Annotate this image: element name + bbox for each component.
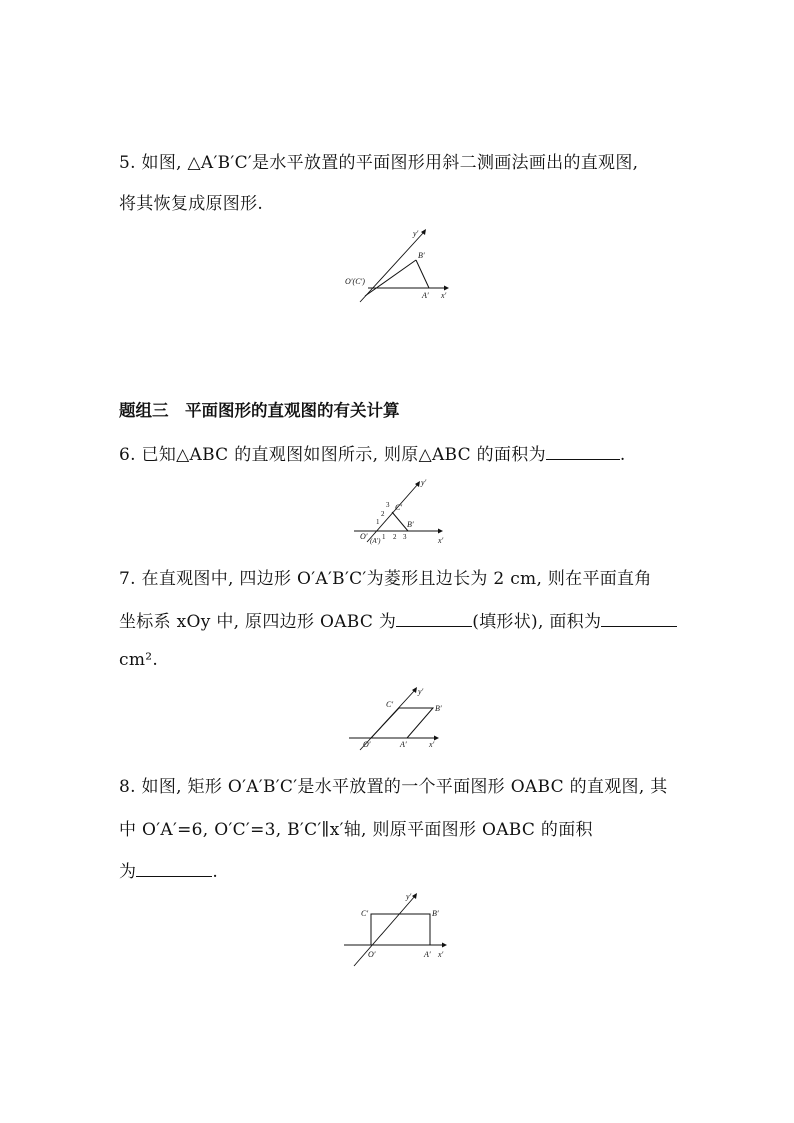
q7-x-arrow [434, 736, 439, 741]
q6-ytick-2: 2 [381, 510, 385, 518]
q7-text-line2 [119, 607, 677, 632]
q8-end: . [212, 862, 219, 882]
q8-label-x: x′ [438, 950, 444, 959]
q5-figure [340, 222, 460, 304]
q7-label-c: C′ [386, 700, 394, 709]
q8-label-b: B′ [432, 909, 439, 918]
q6-label-y: y′ [421, 478, 427, 487]
q6-xtick-3: 3 [403, 533, 407, 541]
q6-label-o: O′ [360, 532, 368, 541]
q6-label-c: C′ [395, 503, 403, 512]
q5-edge-ba [416, 260, 429, 288]
q5-label-a: A′ [422, 291, 429, 300]
q5-x-arrow [444, 286, 449, 291]
q7-shape-blank[interactable] [396, 612, 472, 627]
q8-label-o: O′ [368, 950, 376, 959]
q8-rectangle [371, 914, 430, 945]
q6-ytick-3: 3 [386, 501, 390, 509]
q8-label-y: y′ [406, 892, 412, 901]
q8-figure [340, 886, 456, 970]
q6-answer-blank[interactable] [546, 445, 620, 460]
q8-x-arrow [442, 943, 447, 948]
q7-question-b: (填形状), 面积为 [472, 612, 602, 632]
q8-answer-blank[interactable] [136, 862, 212, 877]
q6-xtick-2: 2 [393, 533, 397, 541]
q6-x-arrow [438, 529, 443, 534]
q5-text-line2: 将其恢复成原图形. [119, 194, 264, 214]
q8-question: 为 [119, 862, 137, 882]
q8-label-c: C′ [361, 909, 369, 918]
q5-edge-ob [365, 260, 416, 296]
q7-label-o: O′ [363, 740, 371, 749]
q6-label-x: x′ [438, 536, 444, 545]
q5-y-axis [360, 232, 424, 302]
q5-label-b: B′ [418, 251, 425, 260]
q5-text-line1: 5. 如图, △A′B′C′是水平放置的平面图形用斜二测画法画出的直观图, [119, 153, 639, 173]
q8-text-line3 [119, 857, 218, 882]
q8-text-line2: 中 O′A′=6, O′C′=3, B′C′∥x′轴, 则原平面图形 OABC 的面积 [119, 820, 593, 840]
q7-rhombus [371, 708, 433, 738]
q6-text [119, 440, 626, 465]
q5-label-x: x′ [441, 291, 447, 300]
q7-label-a: A′ [400, 740, 407, 749]
q8-label-a: A′ [424, 950, 431, 959]
q7-area-blank[interactable] [601, 612, 677, 627]
q6-end: . [619, 445, 626, 465]
q5-label-y: y′ [413, 229, 419, 238]
q7-label-b: B′ [435, 704, 442, 713]
q7-figure [345, 682, 451, 754]
q8-text-line1: 8. 如图, 矩形 O′A′B′C′是水平放置的一个平面图形 OABC 的直观图, 其 [119, 777, 668, 797]
q7-text-line3: cm². [119, 650, 159, 670]
q7-question-a: 坐标系 xOy 中, 原四边形 OABC 为 [119, 612, 397, 632]
q7-label-y: y′ [418, 687, 424, 696]
q6-question: 6. 已知△ABC 的直观图如图所示, 则原△ABC 的面积为 [119, 445, 546, 465]
q6-figure [350, 476, 456, 548]
q6-xtick-1: 1 [382, 533, 386, 541]
q6-label-a: (A′) [370, 537, 381, 545]
q6-label-b: B′ [407, 520, 414, 529]
q5-label-o: O′(C′) [345, 277, 365, 286]
q7-text-line1: 7. 在直观图中, 四边形 O′A′B′C′为菱形且边长为 2 cm, 则在平面直角 [119, 569, 652, 589]
q8-y-axis [354, 896, 415, 966]
q7-label-x: x′ [429, 740, 435, 749]
q6-edge-cb [392, 512, 408, 531]
q6-ytick-1: 1 [376, 518, 380, 526]
section-title: 题组三 平面图形的直观图的有关计算 [119, 401, 400, 420]
